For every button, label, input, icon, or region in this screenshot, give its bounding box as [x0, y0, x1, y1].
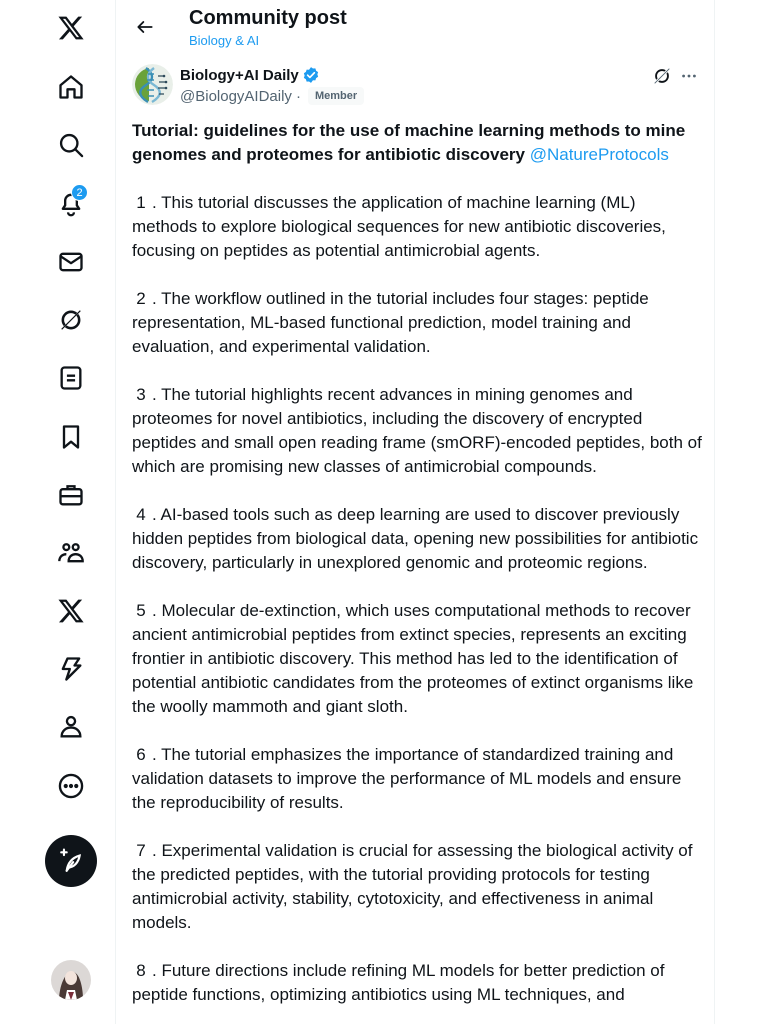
community-link[interactable]: Biology & AI: [189, 33, 260, 48]
account-avatar[interactable]: [51, 960, 91, 1000]
main-column: [115, 0, 715, 1024]
item-number: 3: [136, 385, 146, 404]
x-logo-icon: [57, 14, 85, 42]
sidebar-item-messages[interactable]: [46, 237, 96, 287]
list-item: 2 . The workflow outlined in the tutorial includes four stages: peptide representation, ML-based functional prediction, model training and evaluation, and experimental validation.: [132, 289, 649, 356]
back-button[interactable]: [128, 10, 162, 44]
item-number: 1: [136, 193, 146, 212]
search-icon: [57, 131, 85, 159]
notification-badge: 2: [71, 184, 88, 201]
envelope-icon: [57, 248, 85, 276]
item-text: This tutorial discusses the application of machine learning (ML) methods to explore biological sequences for new antibiotic discoveries, focusing on peptides as potential antimicrobial agents.: [132, 193, 666, 260]
sidebar-item-communities[interactable]: [46, 528, 96, 578]
grok-explain-button[interactable]: [651, 65, 673, 87]
post-heading: [132, 119, 702, 167]
list-item: 3 . The tutorial highlights recent advances in mining genomes and proteomes for novel antibiotics, including the discovery of encrypted peptides and small open reading frame (smORF)-encoded peptides, both of which are promising new classes of antimicrobial compounds.: [132, 385, 702, 476]
briefcase-icon: [57, 481, 85, 509]
item-text: Future directions include refining ML models for better prediction of peptide functions, optimizing antibiotics using ML techniques, and: [132, 961, 665, 1004]
item-number: 8: [136, 961, 146, 980]
sidebar-item-notifications[interactable]: [46, 178, 96, 228]
list-item: 8 . Future directions include refining ML models for better prediction of peptide functions, optimizing antibiotics using ML techniques, and: [132, 961, 665, 1004]
sidebar-item-profile[interactable]: [46, 702, 96, 752]
avatar-image: [51, 960, 91, 1000]
compose-post-button[interactable]: [45, 835, 97, 887]
sidebar-item-verified-orgs[interactable]: [46, 644, 96, 694]
item-text: AI-based tools such as deep learning are used to discover previously hidden peptides from biological data, opening new possibilities for antibiotic discovery, particularly in unexplored genomic and proteomic regions.: [132, 505, 699, 572]
item-text: The tutorial highlights recent advances in mining genomes and proteomes for novel antibiotics, including the discovery of encrypted peptides and small open reading frame (smORF)-encoded peptides, both of which are promising new classes of antimicrobial compounds.: [132, 385, 702, 476]
page-title: Community post: [189, 7, 347, 29]
item-text: The workflow outlined in the tutorial includes four stages: peptide representation, ML-based functional prediction, model training and evaluation, and experimental validation.: [132, 289, 649, 356]
item-text: The tutorial emphasizes the importance of standardized training and validation datasets to improve the performance of ML models and ensure the reproducibility of results.: [132, 745, 682, 812]
home-icon: [57, 73, 85, 101]
x-logo-link[interactable]: [46, 3, 96, 53]
separator-dot: ·: [295, 87, 301, 105]
ellipsis-icon: [679, 66, 699, 86]
sidebar-item-home[interactable]: [46, 62, 96, 112]
list-item: 4 . AI-based tools such as deep learning are used to discover previously hidden peptides from biological data, opening new possibilities for antibiotic discovery, particularly in unexplored genomic and proteomic regions.: [132, 505, 699, 572]
list-item: 1 . This tutorial discusses the application of machine learning (ML) methods to explore biological sequences for new antibiotic discoveries, focusing on peptides as potential antimicrobial agents.: [132, 193, 666, 260]
sidebar-item-explore[interactable]: [46, 120, 96, 170]
item-text: Molecular de-extinction, which uses computational methods to recover ancient antimicrobial peptides from extinct species, represents an exciting frontier in antibiotic discovery. This method has led to the identification of potential antibiotic candidates from the proteomes of extinct organisms like the woolly mammoth and giant sloth.: [132, 601, 694, 716]
lightning-icon: [57, 655, 85, 683]
verified-badge-icon: [302, 66, 320, 84]
grok-icon: [57, 306, 85, 334]
arrow-left-icon: [135, 17, 155, 37]
member-badge: Member: [308, 87, 364, 105]
feather-plus-icon: [58, 848, 84, 874]
item-number: 6: [136, 745, 146, 764]
person-icon: [57, 713, 85, 741]
list-item: 5 . Molecular de-extinction, which uses computational methods to recover ancient antimicrobial peptides from extinct species, represents an exciting frontier in antibiotic discovery. This method has led to the identification of potential antibiotic candidates from the proteomes of extinct organisms like the woolly mammoth and giant sloth.: [132, 601, 694, 716]
bookmark-icon: [57, 423, 85, 451]
item-number: 5: [136, 601, 146, 620]
list-item: 7 . Experimental validation is crucial for assessing the biological activity of the predicted peptides, with the tutorial providing protocols for testing antimicrobial activity, stability, cytotoxicity, and effectiveness in animal models.: [132, 841, 693, 932]
item-text: Experimental validation is crucial for assessing the biological activity of the predicted peptides, with the tutorial providing protocols for testing antimicrobial activity, stability, cytotoxicity, and effectiveness in animal models.: [132, 841, 693, 932]
dna-avatar-image: [132, 64, 173, 105]
author-handle-row: [180, 87, 364, 105]
post-more-button[interactable]: [678, 65, 700, 87]
list-icon: [57, 364, 85, 392]
sidebar-nav: [0, 0, 115, 1024]
sidebar-item-lists[interactable]: [46, 353, 96, 403]
author-name-text: Biology+AI Daily: [180, 66, 299, 84]
item-number: 7: [136, 841, 146, 860]
mention-link[interactable]: @NatureProtocols: [529, 145, 669, 164]
sidebar-item-jobs[interactable]: [46, 470, 96, 520]
communities-icon: [57, 539, 85, 567]
post-body: [132, 119, 702, 1007]
sidebar-item-bookmarks[interactable]: [46, 412, 96, 462]
author-avatar[interactable]: [132, 64, 173, 105]
sidebar-item-more[interactable]: [46, 761, 96, 811]
sidebar-item-premium[interactable]: [46, 586, 96, 636]
author-handle[interactable]: @BiologyAIDaily: [180, 87, 292, 105]
post-title: Tutorial: guidelines for the use of machine learning methods to mine genomes and proteomes for antibiotic discovery: [132, 121, 686, 164]
grok-icon: [651, 65, 673, 87]
list-item: 6 . The tutorial emphasizes the importance of standardized training and validation datasets to improve the performance of ML models and ensure the reproducibility of results.: [132, 745, 682, 812]
more-circle-icon: [57, 772, 85, 800]
item-number: 4: [136, 505, 146, 524]
author-name[interactable]: [180, 66, 320, 84]
item-number: 2: [136, 289, 146, 308]
sidebar-item-grok[interactable]: [46, 295, 96, 345]
x-premium-icon: [57, 597, 85, 625]
